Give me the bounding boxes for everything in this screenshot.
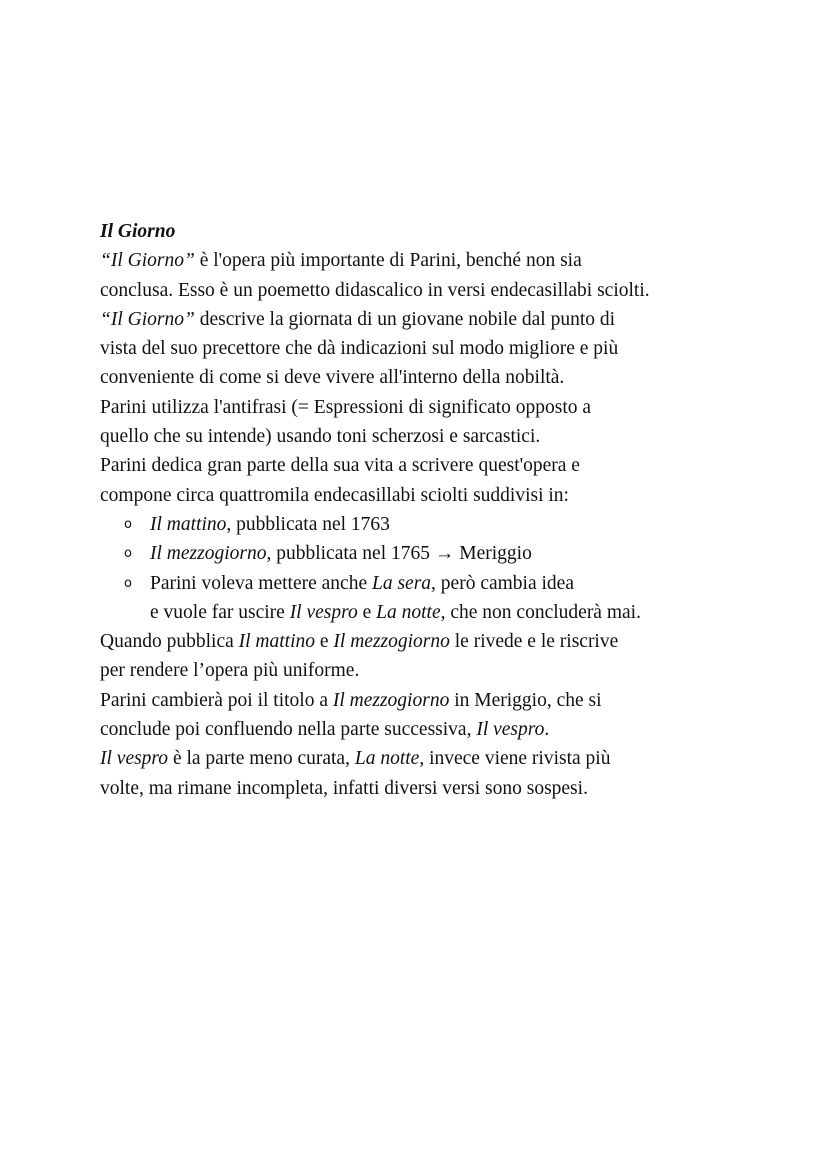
revision-paragraph: [100, 627, 800, 686]
work-title: Il vespro: [476, 719, 545, 741]
parts-list: [100, 510, 800, 627]
work-title: “Il Giorno”: [100, 250, 195, 272]
work-title: La notte: [354, 748, 420, 770]
antifrasi-paragraph: [100, 393, 800, 452]
text-span: in Meriggio, che si: [449, 689, 602, 711]
meriggio-paragraph: [100, 686, 800, 745]
text-span: , pubblicata nel 1765 → Meriggio: [266, 543, 532, 565]
text-span: Quando pubblica: [100, 631, 239, 653]
bullet-icon: o: [124, 546, 132, 562]
text-span: , invece viene rivista più: [419, 748, 611, 770]
work-title: Il mezzogiorno: [332, 689, 450, 711]
text-line: [100, 627, 800, 656]
intro-paragraph: [100, 246, 800, 392]
section-title: Il Giorno: [100, 221, 176, 242]
list-item: [100, 539, 800, 568]
text-span: è la parte meno curata,: [168, 748, 355, 770]
text-span: e: [315, 631, 334, 653]
text-line: conveniente di come si deve vivere all'interno della nobiltà.: [100, 367, 565, 389]
text-span: Parini cambierà poi il titolo a: [100, 689, 333, 711]
text-span: , pubblicata nel 1763: [226, 513, 390, 535]
text-line: [100, 715, 800, 744]
bullet-icon: o: [124, 516, 132, 532]
text-line: [100, 686, 800, 715]
work-title: Il mattino: [150, 513, 227, 535]
text-span: conclude poi confluendo nella parte successiva,: [100, 719, 477, 741]
text-line: conclusa. Esso è un poemetto didascalico in versi endecasillabi sciolti.: [100, 279, 650, 301]
text-line: [100, 246, 800, 275]
work-title: Il vespro: [100, 748, 169, 770]
text-span: Parini voleva mettere anche: [150, 572, 372, 594]
text-line: [100, 305, 800, 334]
text-span: è l'opera più importante di Parini, benché non sia: [194, 250, 582, 272]
text-span: .: [544, 719, 550, 741]
text-line: vista del suo precettore che dà indicazioni sul modo migliore e più: [100, 338, 619, 360]
work-title: Il vespro: [289, 601, 358, 623]
work-title: Il mezzogiorno: [333, 631, 450, 653]
list-item: [100, 510, 800, 539]
bullet-icon: o: [124, 575, 132, 591]
text-span: e: [357, 601, 377, 623]
text-span: e vuole far uscire: [150, 601, 290, 623]
structure-paragraph: [100, 451, 800, 510]
text-line: Parini utilizza l'antifrasi (= Espressioni di significato opposto a: [100, 396, 592, 418]
text-span: le rivede e le riscrive: [449, 631, 619, 653]
text-line: [100, 744, 800, 773]
text-line: Parini dedica gran parte della sua vita a scrivere quest'opera e: [100, 455, 580, 477]
text-line: per rendere l’opera più uniforme.: [100, 660, 360, 682]
text-line: volte, ma rimane incompleta, infatti diversi versi sono sospesi.: [100, 777, 588, 799]
work-title: La sera: [371, 572, 432, 594]
text-span: , che non concluderà mai.: [440, 601, 641, 623]
text-line: quello che su intende) usando toni scherzosi e sarcastici.: [100, 426, 541, 448]
work-title: “Il Giorno”: [100, 308, 195, 330]
document-page: [100, 217, 800, 803]
vespro-paragraph: [100, 744, 800, 803]
text-line: compone circa quattromila endecasillabi sciolti suddivisi in:: [100, 484, 569, 506]
work-title: Il mezzogiorno: [150, 543, 267, 565]
list-item: [100, 569, 800, 628]
text-span: descrive la giornata di un giovane nobile dal punto di: [194, 308, 616, 330]
work-title: La notte: [376, 601, 441, 623]
text-span: , però cambia idea: [431, 572, 574, 594]
work-title: Il mattino: [238, 631, 316, 653]
